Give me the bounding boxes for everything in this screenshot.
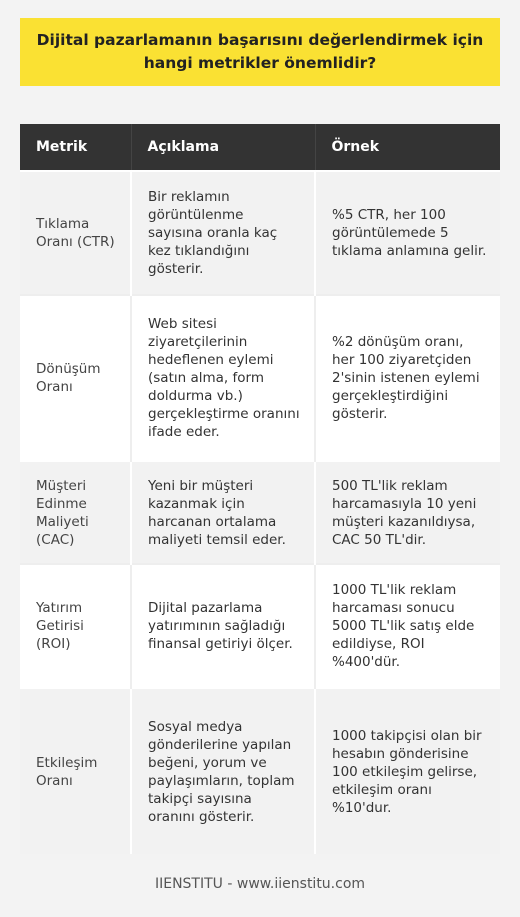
table-row: [20, 461, 500, 564]
metric-cell: Yatırım Getirisi (ROI): [20, 564, 131, 688]
metric-cell: Tıklama Oranı (CTR): [20, 171, 131, 295]
table-header-row: [20, 124, 500, 171]
title-banner: [20, 18, 500, 86]
description-cell: Yeni bir müşteri kazanmak için harcanan ortalama maliyeti temsil eder.: [131, 461, 315, 564]
metrics-table: [20, 124, 500, 854]
description-cell: Web sitesi ziyaretçilerinin hedeflenen eylemi (satın alma, form doldurma vb.) gerçekleştirme oranını ifade eder.: [131, 295, 315, 461]
footer-credit: IIENSTITU - www.iienstitu.com: [154, 876, 366, 892]
page-title: Dijital pazarlamanın başarısını değerlendirmek için hangi metrikler önemlidir?: [36, 31, 484, 72]
header-example: Örnek: [315, 124, 500, 171]
metric-cell: Etkileşim Oranı: [20, 688, 131, 854]
metric-cell: Dönüşüm Oranı: [20, 295, 131, 461]
table-row: [20, 171, 500, 295]
example-cell: 1000 TL'lik reklam harcaması sonucu 5000 TL'lik satış elde edildiyse, ROI %400'dür.: [315, 564, 500, 688]
description-cell: Sosyal medya gönderilerine yapılan beğeni, yorum ve paylaşımların, toplam takipçi sayısına oranını gösterir.: [131, 688, 315, 854]
example-cell: %2 dönüşüm oranı, her 100 ziyaretçiden 2'sinin istenen eylemi gerçekleştirdiğini gösterir.: [315, 295, 500, 461]
description-cell: Dijital pazarlama yatırımının sağladığı finansal getiriyi ölçer.: [131, 564, 315, 688]
example-cell: %5 CTR, her 100 görüntülemede 5 tıklama anlamına gelir.: [315, 171, 500, 295]
description-cell: Bir reklamın görüntülenme sayısına oranla kaç kez tıklandığını gösterir.: [131, 171, 315, 295]
metric-cell: Müşteri Edinme Maliyeti (CAC): [20, 461, 131, 564]
header-metric: Metrik: [20, 124, 131, 171]
example-cell: 500 TL'lik reklam harcamasıyla 10 yeni müşteri kazanıldıysa, CAC 50 TL'dir.: [315, 461, 500, 564]
table-row: [20, 564, 500, 688]
table-row: [20, 688, 500, 854]
table-row: [20, 295, 500, 461]
example-cell: 1000 takipçisi olan bir hesabın gönderisine 100 etkileşim gelirse, etkileşim oranı %10'dur.: [315, 688, 500, 854]
header-description: Açıklama: [131, 124, 315, 171]
